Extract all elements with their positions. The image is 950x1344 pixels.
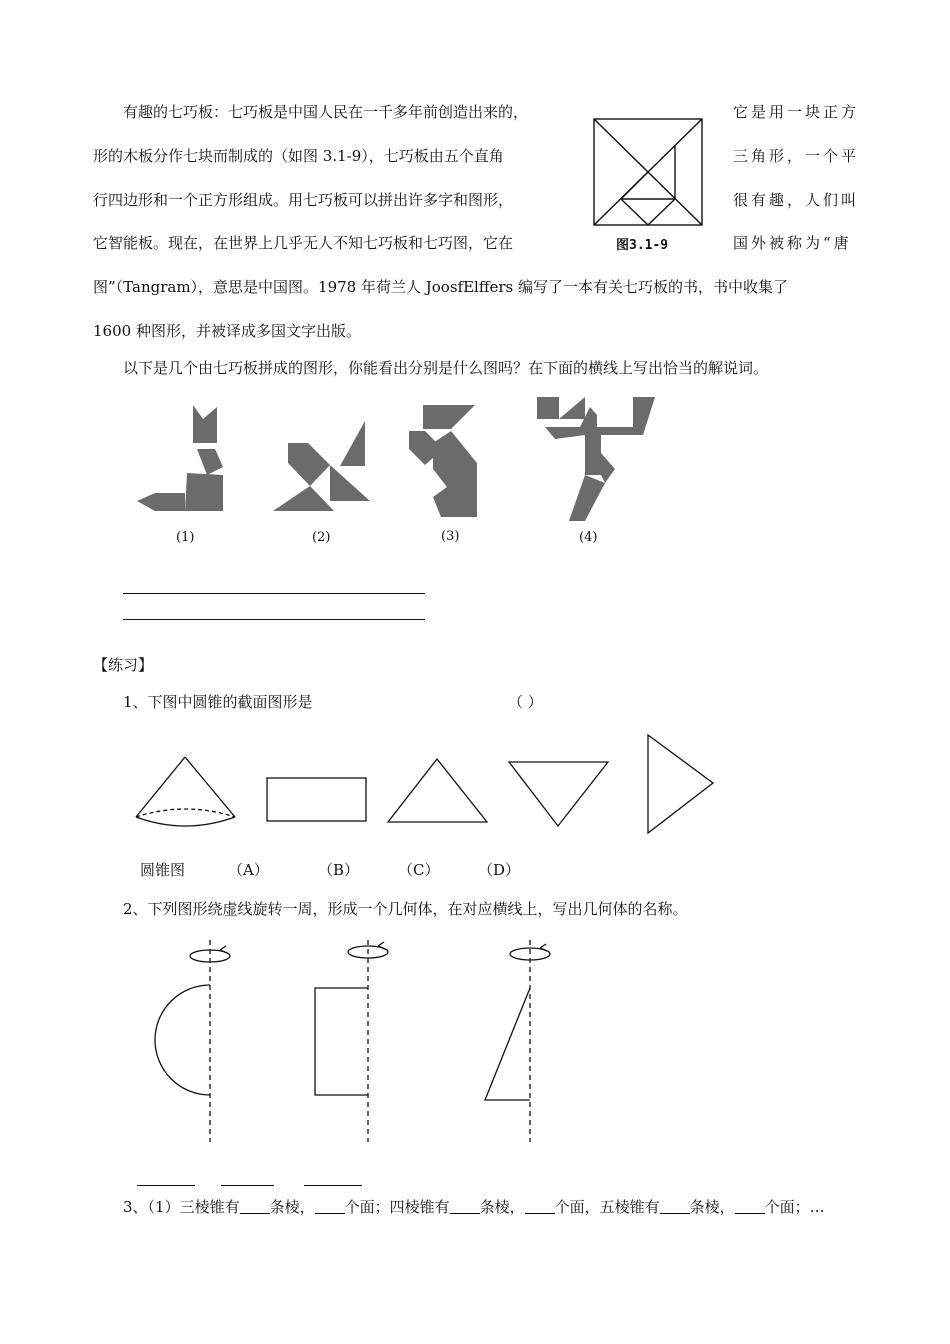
rotation-figure-semicircle [150,940,240,1145]
intro-right-4: 国外被称为“唐 [733,234,852,252]
question-prompt: 以下是几个由七巧板拼成的图形，你能看出分别是什么图吗？在下面的横线上写出恰当的解说词。 [123,359,769,377]
q1-text: 1、下图中圆锥的截面图形是 [123,693,313,711]
q3-text [123,1196,825,1217]
intro-right-1: 它是用一块正方 [733,103,860,121]
intro-line-3: 行四边形和一个正方形组成。用七巧板可以拼出许多字和图形， [93,191,514,209]
q3-seg5: 条棱， [689,1198,735,1216]
tangram-label-3: (3) [441,529,460,544]
intro-line-4: 它智能板。现在，在世界上几乎无人不知七巧板和七巧图，它在 [93,234,514,252]
tangram-figure-1 [135,403,230,515]
q1-label-b: （B） [318,861,360,879]
q2-answer-line-2[interactable] [221,1185,274,1186]
q3-blank-4[interactable] [525,1199,555,1214]
q3-seg6: 个面；… [764,1198,825,1216]
q3-seg3: 条棱， [479,1198,525,1216]
q3-blank-3[interactable] [450,1199,480,1214]
q3-seg4: 个面，五棱锥有 [554,1198,660,1216]
tangram-figure-3 [405,405,483,520]
q2-answer-line-1[interactable] [137,1185,195,1186]
tangram-label-1: (1) [176,530,195,545]
intro-line-6: 1600 种图形，并被译成多国文字出版。 [93,322,361,340]
q2-answer-line-3[interactable] [304,1185,362,1186]
intro-right-2: 三角形，一个平 [733,147,860,165]
tangram-label-2: (2) [312,530,331,545]
q2-text: 2、下列图形绕虚线旋转一周，形成一个几何体，在对应横线上，写出几何体的名称。 [123,900,688,918]
intro-line-5: 图”（Tangram），意思是中国图。1978 年荷兰人 JoosfElffers 编写了一本有关七巧板的书，书中收集了 [93,278,789,296]
intro-line-1: 有趣的七巧板：七巧板是中国人民在一千多年前创造出来的， [123,103,529,121]
exercise-heading: 【练习】 [93,656,154,674]
q3-blank-6[interactable] [735,1199,765,1214]
triangle-up-figure [386,757,489,825]
q3-seg2: 个面；四棱锥有 [344,1198,450,1216]
tangram-figure-4 [535,395,660,523]
q3-seg1: 条棱， [269,1198,315,1216]
rectangle-figure [266,777,368,823]
q1-label-cone: 圆锥图 [140,861,186,879]
q3-prefix: 3、（1）三棱锥有 [123,1198,240,1216]
tangram-figure-2 [270,418,375,515]
cone-figure [133,755,238,830]
q1-label-d: （D） [478,861,521,879]
answer-line-1[interactable] [123,593,425,594]
q3-blank-5[interactable] [660,1199,690,1214]
rotation-figure-triangle [480,940,570,1145]
q1-label-c: （C） [398,861,440,879]
tangram-label-4: (4) [579,530,598,545]
triangle-right-figure [645,733,717,836]
rotation-figure-rectangle [310,940,400,1145]
triangle-down-figure [507,760,610,828]
q3-blank-1[interactable] [240,1199,270,1214]
intro-line-2: 形的木板分作七块而制成的（如图 3.1-9），七巧板由五个直角 [93,147,504,165]
q1-label-a: （A） [228,861,269,879]
q1-answer-paren[interactable]: （ ） [508,693,543,711]
answer-line-2[interactable] [123,619,425,620]
figure-caption: 图3.1-9 [616,238,669,253]
intro-right-3: 很有趣，人们叫 [733,191,860,209]
tangram-square-figure [593,118,703,228]
q3-blank-2[interactable] [315,1199,345,1214]
